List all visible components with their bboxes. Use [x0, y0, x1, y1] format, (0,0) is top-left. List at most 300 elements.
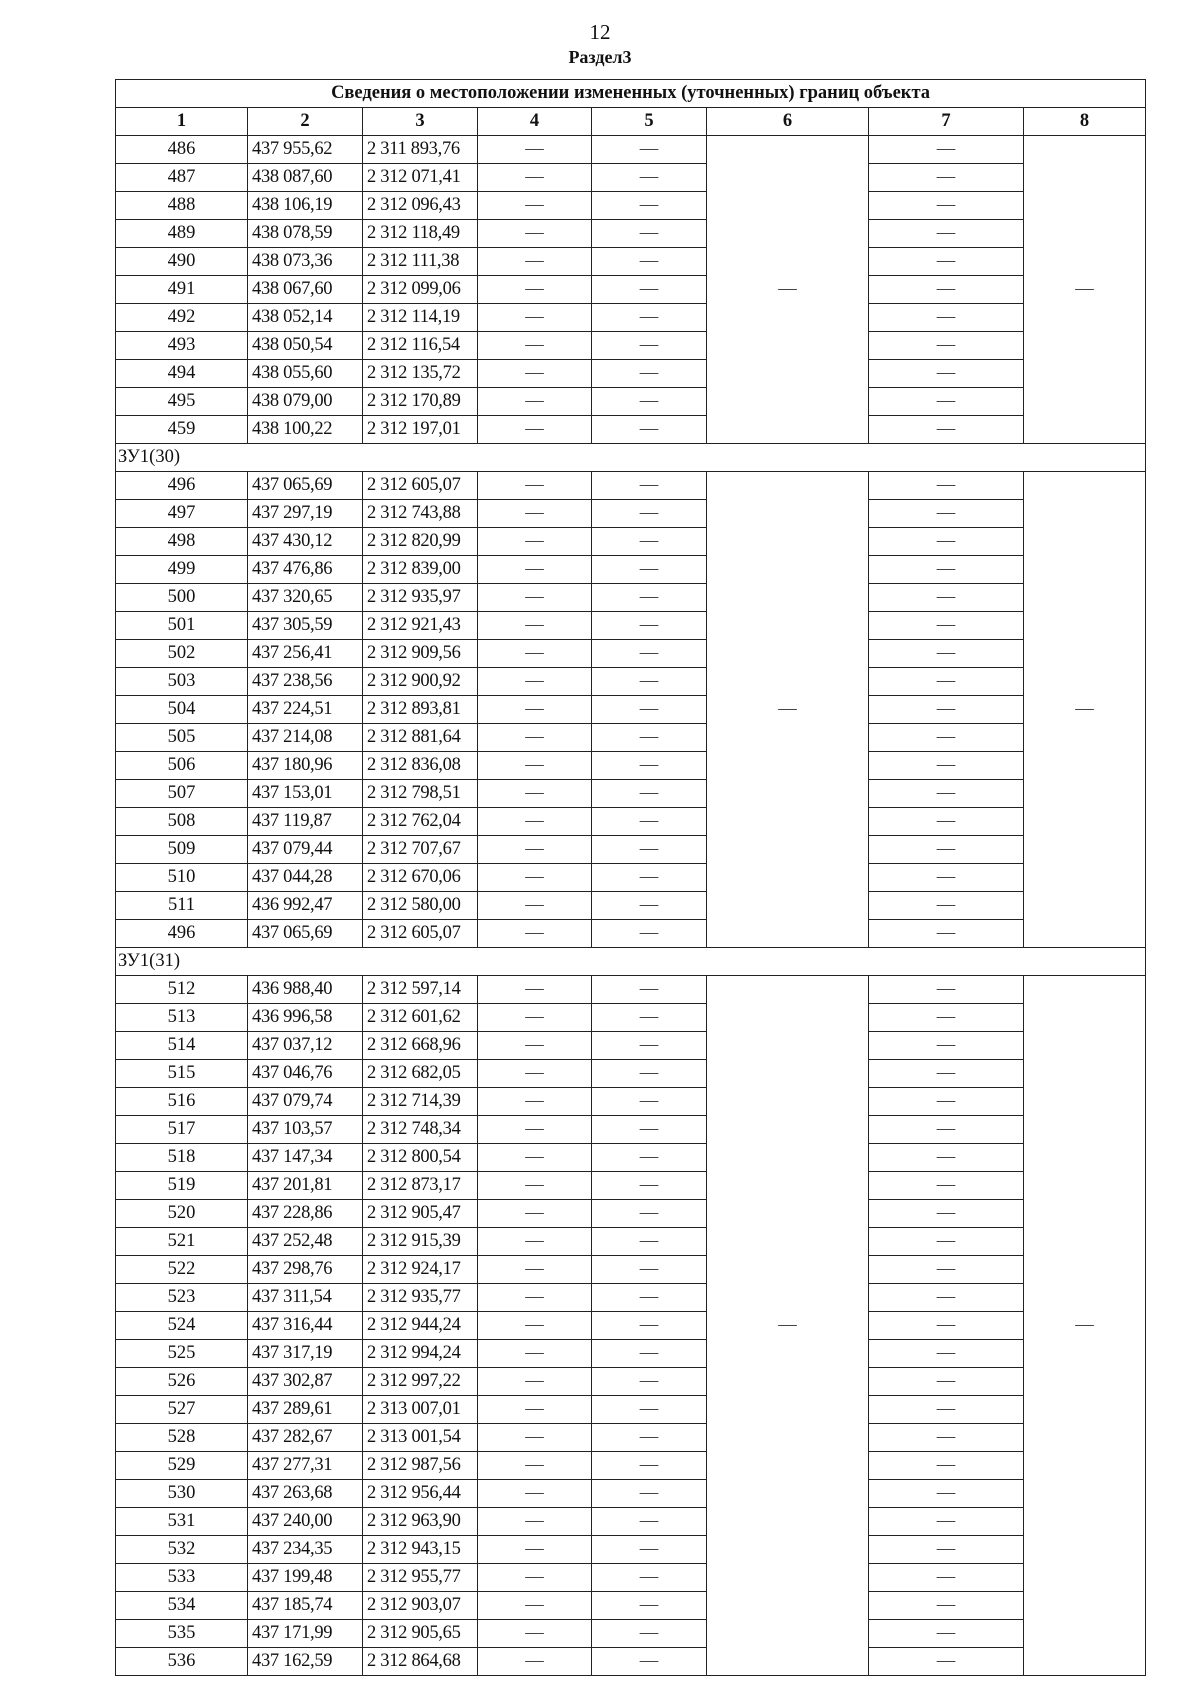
y-coordinate-cell: 2 312 935,97 — [363, 584, 478, 612]
table-caption: Сведения о местоположении измененных (уточненных) границ объекта — [116, 80, 1146, 108]
col5-cell: — — [592, 416, 707, 444]
col6-merged-cell: — — [707, 976, 869, 1676]
table-caption-row — [116, 80, 1146, 108]
col7-cell: — — [869, 640, 1024, 668]
col5-cell: — — [592, 472, 707, 500]
point-number-cell: 486 — [116, 136, 248, 164]
y-coordinate-cell: 2 312 873,17 — [363, 1172, 478, 1200]
point-number-cell: 511 — [116, 892, 248, 920]
table-row — [116, 1004, 1146, 1032]
col4-cell: — — [478, 668, 592, 696]
col7-cell: — — [869, 724, 1024, 752]
y-coordinate-cell: 2 312 114,19 — [363, 304, 478, 332]
point-number-cell: 491 — [116, 276, 248, 304]
col7-cell: — — [869, 1060, 1024, 1088]
x-coordinate-cell: 438 079,00 — [248, 388, 363, 416]
point-number-cell: 488 — [116, 192, 248, 220]
col4-cell: — — [478, 388, 592, 416]
y-coordinate-cell: 2 312 997,22 — [363, 1368, 478, 1396]
y-coordinate-cell: 2 312 116,54 — [363, 332, 478, 360]
y-coordinate-cell: 2 312 943,15 — [363, 1536, 478, 1564]
y-coordinate-cell: 2 312 111,38 — [363, 248, 478, 276]
point-number-cell: 518 — [116, 1144, 248, 1172]
col5-cell: — — [592, 920, 707, 948]
col4-cell: — — [478, 1144, 592, 1172]
y-coordinate-cell: 2 312 197,01 — [363, 416, 478, 444]
col4-cell: — — [478, 556, 592, 584]
point-number-cell: 527 — [116, 1396, 248, 1424]
col7-cell: — — [869, 1200, 1024, 1228]
table-row — [116, 1228, 1146, 1256]
y-coordinate-cell: 2 312 597,14 — [363, 976, 478, 1004]
point-number-cell: 534 — [116, 1592, 248, 1620]
col7-cell: — — [869, 1424, 1024, 1452]
col7-cell: — — [869, 192, 1024, 220]
col5-cell: — — [592, 780, 707, 808]
col7-cell: — — [869, 752, 1024, 780]
x-coordinate-cell: 437 298,76 — [248, 1256, 363, 1284]
col7-cell: — — [869, 1452, 1024, 1480]
table-row — [116, 1116, 1146, 1144]
table-row — [116, 388, 1146, 416]
point-number-cell: 523 — [116, 1284, 248, 1312]
col5-cell: — — [592, 1396, 707, 1424]
col5-cell: — — [592, 584, 707, 612]
y-coordinate-cell: 2 312 900,92 — [363, 668, 478, 696]
x-coordinate-cell: 437 252,48 — [248, 1228, 363, 1256]
col8-merged-cell: — — [1024, 976, 1146, 1676]
y-coordinate-cell: 2 312 096,43 — [363, 192, 478, 220]
col5-cell: — — [592, 1116, 707, 1144]
y-coordinate-cell: 2 312 762,04 — [363, 808, 478, 836]
col6-merged-cell: — — [707, 472, 869, 948]
column-header: 5 — [592, 108, 707, 136]
col7-cell: — — [869, 472, 1024, 500]
col5-cell: — — [592, 276, 707, 304]
col7-cell: — — [869, 1508, 1024, 1536]
col7-cell: — — [869, 780, 1024, 808]
col4-cell: — — [478, 528, 592, 556]
col7-cell: — — [869, 1312, 1024, 1340]
col5-cell: — — [592, 892, 707, 920]
point-number-cell: 506 — [116, 752, 248, 780]
col5-cell: — — [592, 304, 707, 332]
point-number-cell: 494 — [116, 360, 248, 388]
col4-cell: — — [478, 780, 592, 808]
col5-cell: — — [592, 724, 707, 752]
x-coordinate-cell: 437 037,12 — [248, 1032, 363, 1060]
point-number-cell: 532 — [116, 1536, 248, 1564]
x-coordinate-cell: 437 955,62 — [248, 136, 363, 164]
point-number-cell: 495 — [116, 388, 248, 416]
point-number-cell: 533 — [116, 1564, 248, 1592]
col5-cell: — — [592, 612, 707, 640]
col7-cell: — — [869, 1396, 1024, 1424]
col4-cell: — — [478, 1620, 592, 1648]
col4-cell: — — [478, 1424, 592, 1452]
point-number-cell: 536 — [116, 1648, 248, 1676]
y-coordinate-cell: 2 312 743,88 — [363, 500, 478, 528]
x-coordinate-cell: 438 050,54 — [248, 332, 363, 360]
col4-cell: — — [478, 332, 592, 360]
col4-cell: — — [478, 248, 592, 276]
table-row — [116, 584, 1146, 612]
x-coordinate-cell: 438 073,36 — [248, 248, 363, 276]
x-coordinate-cell: 437 224,51 — [248, 696, 363, 724]
col5-cell: — — [592, 976, 707, 1004]
y-coordinate-cell: 2 312 839,00 — [363, 556, 478, 584]
x-coordinate-cell: 437 302,87 — [248, 1368, 363, 1396]
col5-cell: — — [592, 528, 707, 556]
point-number-cell: 493 — [116, 332, 248, 360]
point-number-cell: 515 — [116, 1060, 248, 1088]
y-coordinate-cell: 2 312 935,77 — [363, 1284, 478, 1312]
col4-cell: — — [478, 892, 592, 920]
point-number-cell: 521 — [116, 1228, 248, 1256]
point-number-cell: 489 — [116, 220, 248, 248]
point-number-cell: 512 — [116, 976, 248, 1004]
point-number-cell: 492 — [116, 304, 248, 332]
point-number-cell: 490 — [116, 248, 248, 276]
col5-cell: — — [592, 1480, 707, 1508]
y-coordinate-cell: 2 312 580,00 — [363, 892, 478, 920]
col7-cell: — — [869, 416, 1024, 444]
y-coordinate-cell: 2 312 994,24 — [363, 1340, 478, 1368]
table-row — [116, 556, 1146, 584]
point-number-cell: 531 — [116, 1508, 248, 1536]
y-coordinate-cell: 2 312 909,56 — [363, 640, 478, 668]
y-coordinate-cell: 2 312 915,39 — [363, 1228, 478, 1256]
col4-cell: — — [478, 1172, 592, 1200]
x-coordinate-cell: 437 214,08 — [248, 724, 363, 752]
point-number-cell: 502 — [116, 640, 248, 668]
x-coordinate-cell: 438 106,19 — [248, 192, 363, 220]
point-number-cell: 509 — [116, 836, 248, 864]
x-coordinate-cell: 437 044,28 — [248, 864, 363, 892]
y-coordinate-cell: 2 312 924,17 — [363, 1256, 478, 1284]
y-coordinate-cell: 2 312 820,99 — [363, 528, 478, 556]
col7-cell: — — [869, 1228, 1024, 1256]
col4-cell: — — [478, 1032, 592, 1060]
col6-merged-cell: — — [707, 136, 869, 444]
table-row — [116, 976, 1146, 1004]
col5-cell: — — [592, 640, 707, 668]
page-number: 12 — [589, 20, 611, 44]
x-coordinate-cell: 437 153,01 — [248, 780, 363, 808]
col5-cell: — — [592, 1508, 707, 1536]
col7-cell: — — [869, 276, 1024, 304]
y-coordinate-cell: 2 311 893,76 — [363, 136, 478, 164]
table-row — [116, 1396, 1146, 1424]
table-row — [116, 472, 1146, 500]
x-coordinate-cell: 437 240,00 — [248, 1508, 363, 1536]
col4-cell: — — [478, 1396, 592, 1424]
col7-cell: — — [869, 1256, 1024, 1284]
col7-cell: — — [869, 304, 1024, 332]
x-coordinate-cell: 437 065,69 — [248, 920, 363, 948]
col4-cell: — — [478, 1088, 592, 1116]
col7-cell: — — [869, 1536, 1024, 1564]
table-row — [116, 752, 1146, 780]
col5-cell: — — [592, 192, 707, 220]
col7-cell: — — [869, 556, 1024, 584]
col4-cell: — — [478, 1452, 592, 1480]
y-coordinate-cell: 2 312 956,44 — [363, 1480, 478, 1508]
col5-cell: — — [592, 1536, 707, 1564]
table-row — [116, 696, 1146, 724]
col5-cell: — — [592, 136, 707, 164]
point-number-cell: 500 — [116, 584, 248, 612]
col4-cell: — — [478, 1368, 592, 1396]
x-coordinate-cell: 437 234,35 — [248, 1536, 363, 1564]
x-coordinate-cell: 437 305,59 — [248, 612, 363, 640]
table-row — [116, 164, 1146, 192]
col4-cell: — — [478, 192, 592, 220]
col5-cell: — — [592, 1200, 707, 1228]
col5-cell: — — [592, 1312, 707, 1340]
col4-cell: — — [478, 472, 592, 500]
table-row — [116, 1452, 1146, 1480]
y-coordinate-cell: 2 312 864,68 — [363, 1648, 478, 1676]
x-coordinate-cell: 437 289,61 — [248, 1396, 363, 1424]
x-coordinate-cell: 437 065,69 — [248, 472, 363, 500]
col7-cell: — — [869, 920, 1024, 948]
point-number-cell: 507 — [116, 780, 248, 808]
y-coordinate-cell: 2 312 987,56 — [363, 1452, 478, 1480]
x-coordinate-cell: 437 103,57 — [248, 1116, 363, 1144]
col7-cell: — — [869, 1088, 1024, 1116]
col7-cell: — — [869, 892, 1024, 920]
col5-cell: — — [592, 1004, 707, 1032]
table-row — [116, 1620, 1146, 1648]
col5-cell: — — [592, 808, 707, 836]
table-row — [116, 1424, 1146, 1452]
x-coordinate-cell: 437 277,31 — [248, 1452, 363, 1480]
column-header: 8 — [1024, 108, 1146, 136]
col4-cell: — — [478, 500, 592, 528]
col7-cell: — — [869, 1172, 1024, 1200]
col5-cell: — — [592, 164, 707, 192]
x-coordinate-cell: 437 201,81 — [248, 1172, 363, 1200]
point-number-cell: 499 — [116, 556, 248, 584]
table-row — [116, 1088, 1146, 1116]
col5-cell: — — [592, 752, 707, 780]
col5-cell: — — [592, 556, 707, 584]
column-header: 3 — [363, 108, 478, 136]
col4-cell: — — [478, 1648, 592, 1676]
col4-cell: — — [478, 808, 592, 836]
point-number-cell: 529 — [116, 1452, 248, 1480]
y-coordinate-cell: 2 312 099,06 — [363, 276, 478, 304]
column-header: 4 — [478, 108, 592, 136]
column-header: 6 — [707, 108, 869, 136]
col7-cell: — — [869, 612, 1024, 640]
col5-cell: — — [592, 1256, 707, 1284]
col5-cell: — — [592, 1452, 707, 1480]
col4-cell: — — [478, 1312, 592, 1340]
col7-cell: — — [869, 1480, 1024, 1508]
x-coordinate-cell: 437 320,65 — [248, 584, 363, 612]
y-coordinate-cell: 2 313 007,01 — [363, 1396, 478, 1424]
y-coordinate-cell: 2 312 944,24 — [363, 1312, 478, 1340]
col4-cell: — — [478, 920, 592, 948]
x-coordinate-cell: 438 055,60 — [248, 360, 363, 388]
col5-cell: — — [592, 1564, 707, 1592]
y-coordinate-cell: 2 312 798,51 — [363, 780, 478, 808]
x-coordinate-cell: 437 079,74 — [248, 1088, 363, 1116]
col4-cell: — — [478, 164, 592, 192]
x-coordinate-cell: 437 228,86 — [248, 1200, 363, 1228]
col5-cell: — — [592, 220, 707, 248]
y-coordinate-cell: 2 312 836,08 — [363, 752, 478, 780]
table-row — [116, 1172, 1146, 1200]
col4-cell: — — [478, 220, 592, 248]
table-row — [116, 528, 1146, 556]
point-number-cell: 513 — [116, 1004, 248, 1032]
table-row — [116, 1340, 1146, 1368]
col4-cell: — — [478, 136, 592, 164]
col7-cell: — — [869, 248, 1024, 276]
y-coordinate-cell: 2 312 707,67 — [363, 836, 478, 864]
point-number-cell: 519 — [116, 1172, 248, 1200]
col5-cell: — — [592, 1592, 707, 1620]
point-number-cell: 530 — [116, 1480, 248, 1508]
y-coordinate-cell: 2 312 963,90 — [363, 1508, 478, 1536]
col4-cell: — — [478, 416, 592, 444]
x-coordinate-cell: 438 100,22 — [248, 416, 363, 444]
col7-cell: — — [869, 808, 1024, 836]
table-row — [116, 1368, 1146, 1396]
table-row — [116, 1284, 1146, 1312]
y-coordinate-cell: 2 312 748,34 — [363, 1116, 478, 1144]
col5-cell: — — [592, 1648, 707, 1676]
group-header-row — [116, 444, 1146, 472]
table-row — [116, 1032, 1146, 1060]
point-number-cell: 508 — [116, 808, 248, 836]
col4-cell: — — [478, 1508, 592, 1536]
col7-cell: — — [869, 1004, 1024, 1032]
x-coordinate-cell: 436 996,58 — [248, 1004, 363, 1032]
col5-cell: — — [592, 1144, 707, 1172]
col5-cell: — — [592, 1088, 707, 1116]
point-number-cell: 498 — [116, 528, 248, 556]
col5-cell: — — [592, 248, 707, 276]
y-coordinate-cell: 2 312 601,62 — [363, 1004, 478, 1032]
x-coordinate-cell: 437 282,67 — [248, 1424, 363, 1452]
col4-cell: — — [478, 976, 592, 1004]
x-coordinate-cell: 436 988,40 — [248, 976, 363, 1004]
col7-cell: — — [869, 864, 1024, 892]
y-coordinate-cell: 2 312 714,39 — [363, 1088, 478, 1116]
group-label: ЗУ1(31) — [116, 948, 1146, 976]
table-row — [116, 1200, 1146, 1228]
col7-cell: — — [869, 1592, 1024, 1620]
y-coordinate-cell: 2 312 071,41 — [363, 164, 478, 192]
table-row — [116, 1312, 1146, 1340]
col5-cell: — — [592, 1060, 707, 1088]
col4-cell: — — [478, 584, 592, 612]
column-header: 1 — [116, 108, 248, 136]
col5-cell: — — [592, 1032, 707, 1060]
col4-cell: — — [478, 1256, 592, 1284]
y-coordinate-cell: 2 312 135,72 — [363, 360, 478, 388]
x-coordinate-cell: 438 078,59 — [248, 220, 363, 248]
x-coordinate-cell: 437 147,34 — [248, 1144, 363, 1172]
table-row — [116, 416, 1146, 444]
table-row — [116, 1648, 1146, 1676]
col5-cell: — — [592, 1340, 707, 1368]
point-number-cell: 496 — [116, 472, 248, 500]
y-coordinate-cell: 2 312 800,54 — [363, 1144, 478, 1172]
x-coordinate-cell: 437 238,56 — [248, 668, 363, 696]
table-body — [116, 136, 1146, 1676]
col4-cell: — — [478, 864, 592, 892]
section-title: Раздел3 — [568, 47, 632, 67]
y-coordinate-cell: 2 312 955,77 — [363, 1564, 478, 1592]
point-number-cell: 496 — [116, 920, 248, 948]
x-coordinate-cell: 437 046,76 — [248, 1060, 363, 1088]
col5-cell: — — [592, 360, 707, 388]
x-coordinate-cell: 438 087,60 — [248, 164, 363, 192]
y-coordinate-cell: 2 312 905,47 — [363, 1200, 478, 1228]
col7-cell: — — [869, 528, 1024, 556]
col7-cell: — — [869, 360, 1024, 388]
point-number-cell: 522 — [116, 1256, 248, 1284]
table-row — [116, 836, 1146, 864]
x-coordinate-cell: 437 171,99 — [248, 1620, 363, 1648]
y-coordinate-cell: 2 312 170,89 — [363, 388, 478, 416]
table-row — [116, 668, 1146, 696]
col4-cell: — — [478, 752, 592, 780]
col7-cell: — — [869, 1116, 1024, 1144]
col4-cell: — — [478, 724, 592, 752]
col5-cell: — — [592, 1424, 707, 1452]
y-coordinate-cell: 2 312 921,43 — [363, 612, 478, 640]
x-coordinate-cell: 437 119,87 — [248, 808, 363, 836]
col7-cell: — — [869, 1648, 1024, 1676]
table-row — [116, 276, 1146, 304]
x-coordinate-cell: 437 180,96 — [248, 752, 363, 780]
col4-cell: — — [478, 1536, 592, 1564]
col5-cell: — — [592, 332, 707, 360]
col7-cell: — — [869, 220, 1024, 248]
point-number-cell: 510 — [116, 864, 248, 892]
table-row — [116, 864, 1146, 892]
col4-cell: — — [478, 1060, 592, 1088]
col4-cell: — — [478, 612, 592, 640]
table-row — [116, 332, 1146, 360]
col5-cell: — — [592, 1172, 707, 1200]
table-row — [116, 220, 1146, 248]
col7-cell: — — [869, 1144, 1024, 1172]
x-coordinate-cell: 438 052,14 — [248, 304, 363, 332]
col7-cell: — — [869, 1340, 1024, 1368]
col4-cell: — — [478, 304, 592, 332]
x-coordinate-cell: 437 263,68 — [248, 1480, 363, 1508]
col8-merged-cell: — — [1024, 136, 1146, 444]
col4-cell: — — [478, 1480, 592, 1508]
col4-cell: — — [478, 276, 592, 304]
table-row — [116, 1480, 1146, 1508]
table-row — [116, 1508, 1146, 1536]
col7-cell: — — [869, 500, 1024, 528]
table-row — [116, 780, 1146, 808]
point-number-cell: 524 — [116, 1312, 248, 1340]
table-row — [116, 1144, 1146, 1172]
point-number-cell: 525 — [116, 1340, 248, 1368]
group-label: ЗУ1(30) — [116, 444, 1146, 472]
table-row — [116, 892, 1146, 920]
